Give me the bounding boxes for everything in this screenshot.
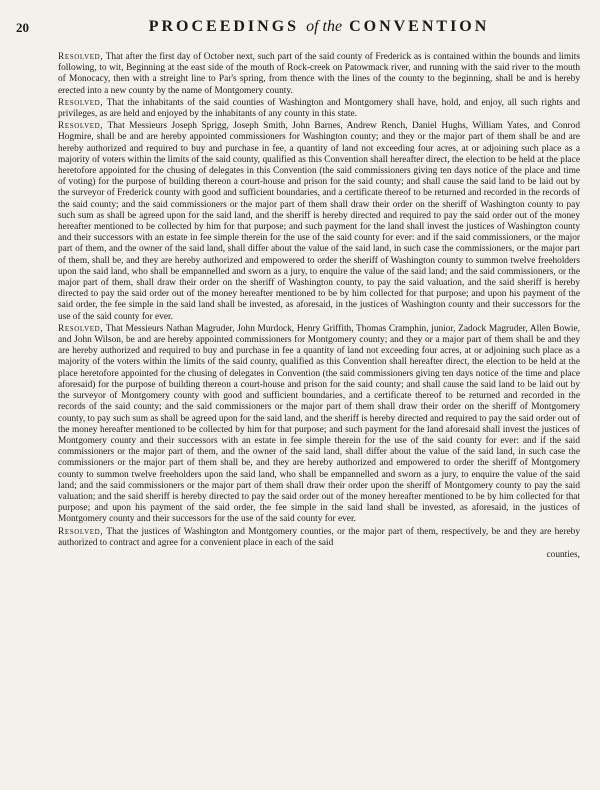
catchword: counties, (546, 549, 580, 560)
running-head-right: CONVENTION (349, 18, 490, 35)
body-text (58, 52, 580, 561)
running-head (58, 18, 580, 36)
paragraph-lead: Resolved, (58, 121, 104, 132)
paragraph-lead: Resolved, (58, 526, 104, 537)
paragraph-text: That the inhabitants of the said counties of Washington and Montgomery shall have, hold, and enjoy, all such rights and privileges, as are held and enjoyed by the inhabitants of any county in this state. (58, 97, 580, 120)
paragraph-lead: Resolved, (58, 323, 104, 334)
page-number: 20 (16, 20, 29, 35)
paragraph-text: That the justices of Washington and Montgomery counties, or the major part of them, respectively, be and they are hereby authorized to contract and agree for a convenient place in each of the said (58, 526, 580, 548)
paragraph-lead: Resolved, (58, 97, 104, 108)
resolution-paragraph (58, 98, 580, 120)
paragraph-lead: Resolved, (58, 52, 104, 62)
paragraph-text: That Messieurs Joseph Sprigg, Joseph Smith, John Barnes, Andrew Rench, Daniel Hughs, William Yates, and Conrod Hogmire, shall be and are hereby appointed commissioners for Washington county; and they or the major part of them shall be and are hereby authorized and required to buy and purchase in fee, a quantity of land not exceeding four acres, at or adjoining such place as a majority of voters within the limits of the said county, qualified as this Convention shall hereafter direct, the election to be held at the place heretofore appointed for the chusing of delegates in this Convention (the said commissioners giving ten days notice of the place and time of voting) for the purpose of building thereon a court-house and prison for the said county; and shall cause the said land to be laid out by the surveyor of Frederick county with good and sufficient boundaries, and a certificate thereof to be returned and recorded in the records of the said county; and the said commissioners or the major part of them shall draw their order on the sheriff of Washington county to pay such sum as shall be agreed upon for the said land, and the sheriff is hereby directed and required to pay the said order out of the money hereafter mentioned to be collected by him for that purpose; and such payment for the land shall invest the justices of Washington county and their successors with an estate in fee simple therein for the use of the said county for ever: and if the said commissioners, or the major part of them, and the owner of the said land, shall differ about the value of the said land, in such case the commissioners, or the major part of them, shall be, and they are hereby authorized and empowered to order the sheriff of Washington county to summon twelve freeholders upon the said land, who shall be empannelled and sworn as a jury, to enquire the value of the said land; and the said commissioners, or the major part of them, shall draw their order on the sheriff of Washington county, to pay the said valuation, and the said sheriff is hereby directed to pay the said order out of the money hereafter mentioned to be by him collected for that purpose; and upon his payment of the said order, the fee simple in the said land shall be invested, as aforesaid, in the justices of Washington county and their successors for the use of the said county for ever. (58, 121, 580, 322)
page-header (16, 18, 580, 40)
running-head-of: of the (306, 18, 343, 35)
resolution-paragraph (58, 527, 580, 549)
resolution-paragraph (58, 52, 580, 97)
resolution-paragraph (58, 324, 580, 526)
resolution-paragraph (58, 121, 580, 323)
running-head-left: PROCEEDINGS (148, 18, 300, 35)
paragraph-text: That Messieurs Nathan Magruder, John Murdock, Henry Griffith, Thomas Cramphin, junior, Zadock Magruder, Allen Bowie, and John Wilson, be and are hereby appointed commissioners for Montgomery county; and they or a major part of them shall be and they are hereby authorized and required to buy and purchase in fee a quantity of land not exceeding four acres, at or adjoining such place as a majority of the voters within the limits of the said county, qualified as this Convention shall hereafter direct, the election to be held at the place heretofore appointed for the chusing of delegates in Convention (the said commissioners giving ten days notice of the time and place aforesaid) for the purpose of building thereon a court-house and prison for the said county; and shall cause the said land to be laid out by the surveyor of Montgomery county with good and sufficient boundaries, and a certificate thereof to be returned and recorded in the records of the said county; and the said commissioners or the major part of them shall draw their order on the sheriff of Montgomery county, to pay such sum as shall be agreed upon for the said land, and the sheriff is hereby directed and required to pay the said order out of the money hereafter mentioned to be collected by him for that purpose; and such payment for the land aforesaid shall invest the justices of Montgomery county and their successors with an estate in fee simple therein for the use of the said county for ever: and if the said commissioners or the major part of them, and the owner of the said land, shall differ about the value of the said land, in such case the commissioners or the major part of them shall be, and they are hereby authorized and empowered to order the sheriff of Montgomery county to summon twelve freeholders upon the said land, who shall be empannelled and sworn as a jury, to enquire the value of the said land; and the said commissioners or the major part of them shall draw their order upon the sheriff of Montgomery county to pay the said valuation; and the said sheriff is hereby directed to pay the said order out of the money hereafter mentioned to be by him collected for that purpose; and upon his payment of the said order, the fee simple in the said land shall be invested, as aforesaid, in the justices of Montgomery county and their successors for the use of the said county for ever. (58, 323, 580, 525)
paragraph-text: That after the first day of October next, such part of the said county of Frederick as is contained within the bounds and limits following, to wit, Beginning at the east side of the mouth of Rock-creek on Patowmack river, and running with the said river to the mouth of Monocacy, then with a streight line to Par's spring, from thence with the lines of the county to the beginning, shall be and is hereby erected into a new county by the name of Montgomery county. (58, 52, 580, 96)
